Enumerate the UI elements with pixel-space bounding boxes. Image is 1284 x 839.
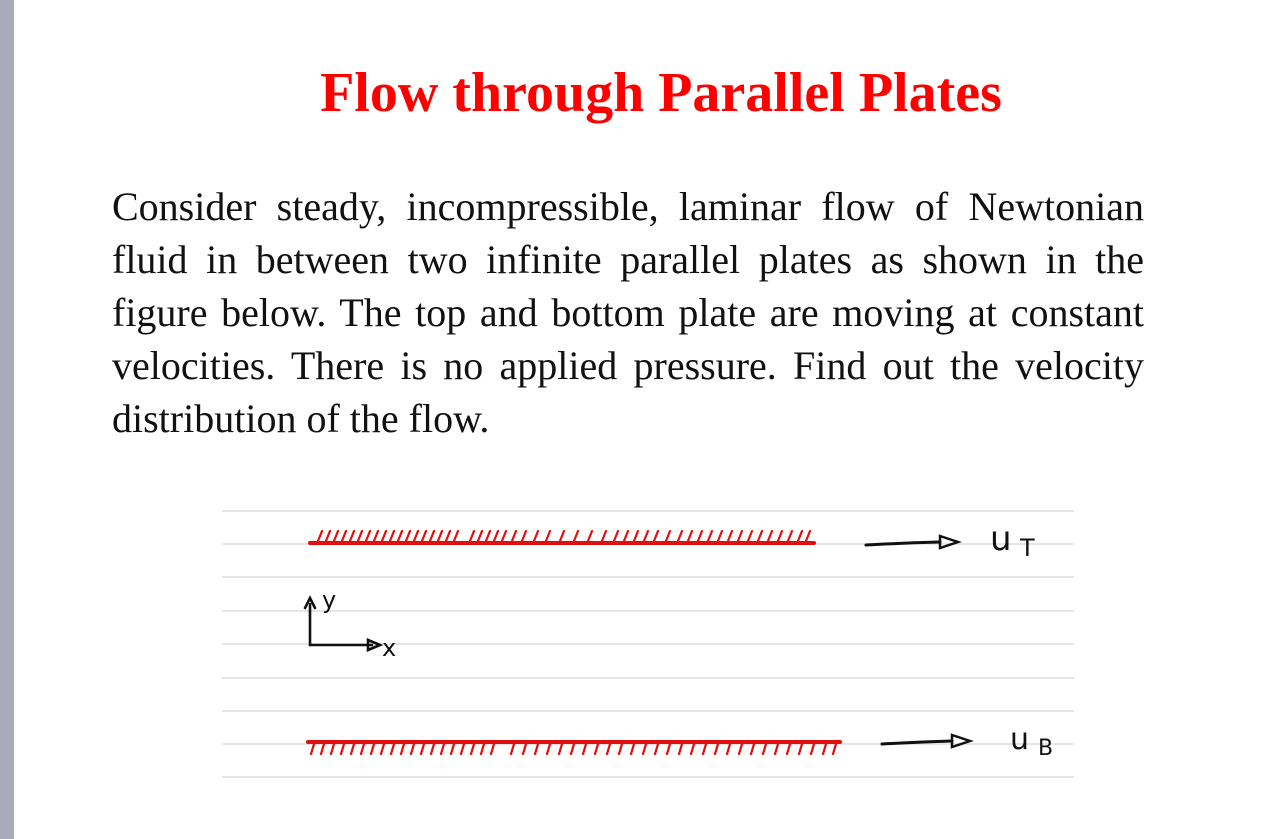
problem-statement: Consider steady, incompressible, laminar flow of Newtonian fluid in between two infinite parallel plates as shown in the figure below. The top and bottom plate are moving at constant velocities. There is no applied pressure. Find out the velocity distribution of the flow. — [112, 184, 1144, 441]
coordinate-axes — [305, 598, 380, 650]
slide-title: Flow through Parallel Plates — [320, 62, 1002, 124]
bottom-velocity-label: u — [1010, 722, 1030, 757]
top-velocity-subscript: T — [1020, 534, 1035, 562]
bottom-plate — [308, 742, 840, 754]
parallel-plates-diagram — [222, 500, 1092, 790]
bottom-velocity-subscript: B — [1038, 736, 1054, 761]
slide — [14, 0, 1284, 839]
top-velocity-label: u — [990, 519, 1012, 559]
top-velocity-arrow — [866, 536, 958, 548]
top-plate — [310, 531, 814, 543]
window-left-border — [0, 0, 14, 839]
parallel-plates-figure — [222, 500, 1092, 790]
bottom-velocity-arrow — [882, 735, 970, 747]
axis-y-label: y — [322, 586, 337, 614]
axis-x-label: x — [382, 634, 397, 662]
